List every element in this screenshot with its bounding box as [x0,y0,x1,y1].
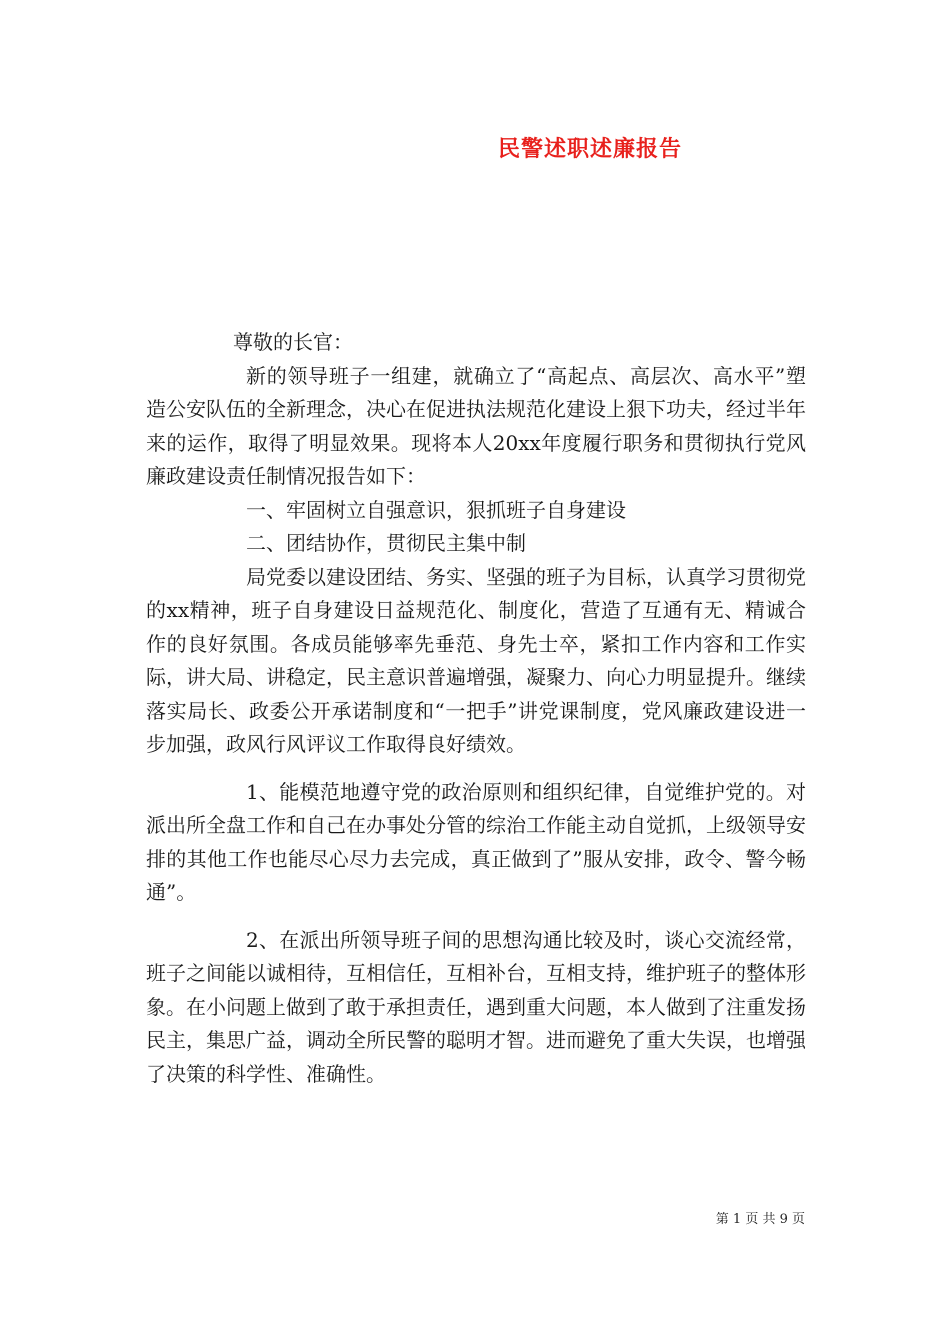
document-body [146,326,806,1091]
paragraph-intro: 新的领导班子一组建，就确立了“高起点、高层次、高水平”塑造公安队伍的全新理念，决心在促进执法规范化建设上狠下功夫，经过半年来的运作，取得了明显效果。现将本人20xx年度履行职务和贯彻执行党风廉政建设责任制情况报告如下： [146,363,806,488]
salutation: 尊敬的长官： [233,330,353,354]
document-title: 民警述职述廉报告 [497,136,682,162]
paragraph-item-1: 1、能模范地遵守党的政治原则和组织纪律，自觉维护党的。对派出所全盘工作和自己在办事处分管的综治工作能主动自觉抓，上级领导安排的其他工作也能尽心尽力去完成，真正做到了”服从安排，政令、警今畅通”。 [146,779,806,904]
heading-section-1: 一、牢固树立自强意识，狠抓班子自身建设 [246,497,626,522]
page-indicator: 第 1 页 共 9 页 [715,1212,805,1227]
heading-section-2: 二、团结协作，贯彻民主集中制 [246,531,526,555]
paragraph-party-committee: 局党委以建设团结、务实、坚强的班子为目标，认真学习贯彻党的xx精神，班子自身建设日益规范化、制度化，营造了互通有无、精诚合作的良好氛围。各成员能够率先垂范、身先士卒，紧扣工作内容和工作实际，讲大局、讲稳定，民主意识普遍增强，凝聚力、向心力明显提升。继续落实局长、政委公开承诺制度和“一把手”讲党课制度，党风廉政建设进一步加强，政风行风评议工作取得良好绩效。 [146,564,806,756]
paragraph-item-2: 2、在派出所领导班子间的思想沟通比较及时，谈心交流经常，班子之间能以诚相待，互相信任，互相补台，互相支持，维护班子的整体形象。在小问题上做到了敢于承担责任，遇到重大问题，本人做到了注重发扬民主，集思广益，调动全所民警的聪明才智。进而避免了重大失误，也增强了决策的科学性、准确性。 [146,927,806,1086]
